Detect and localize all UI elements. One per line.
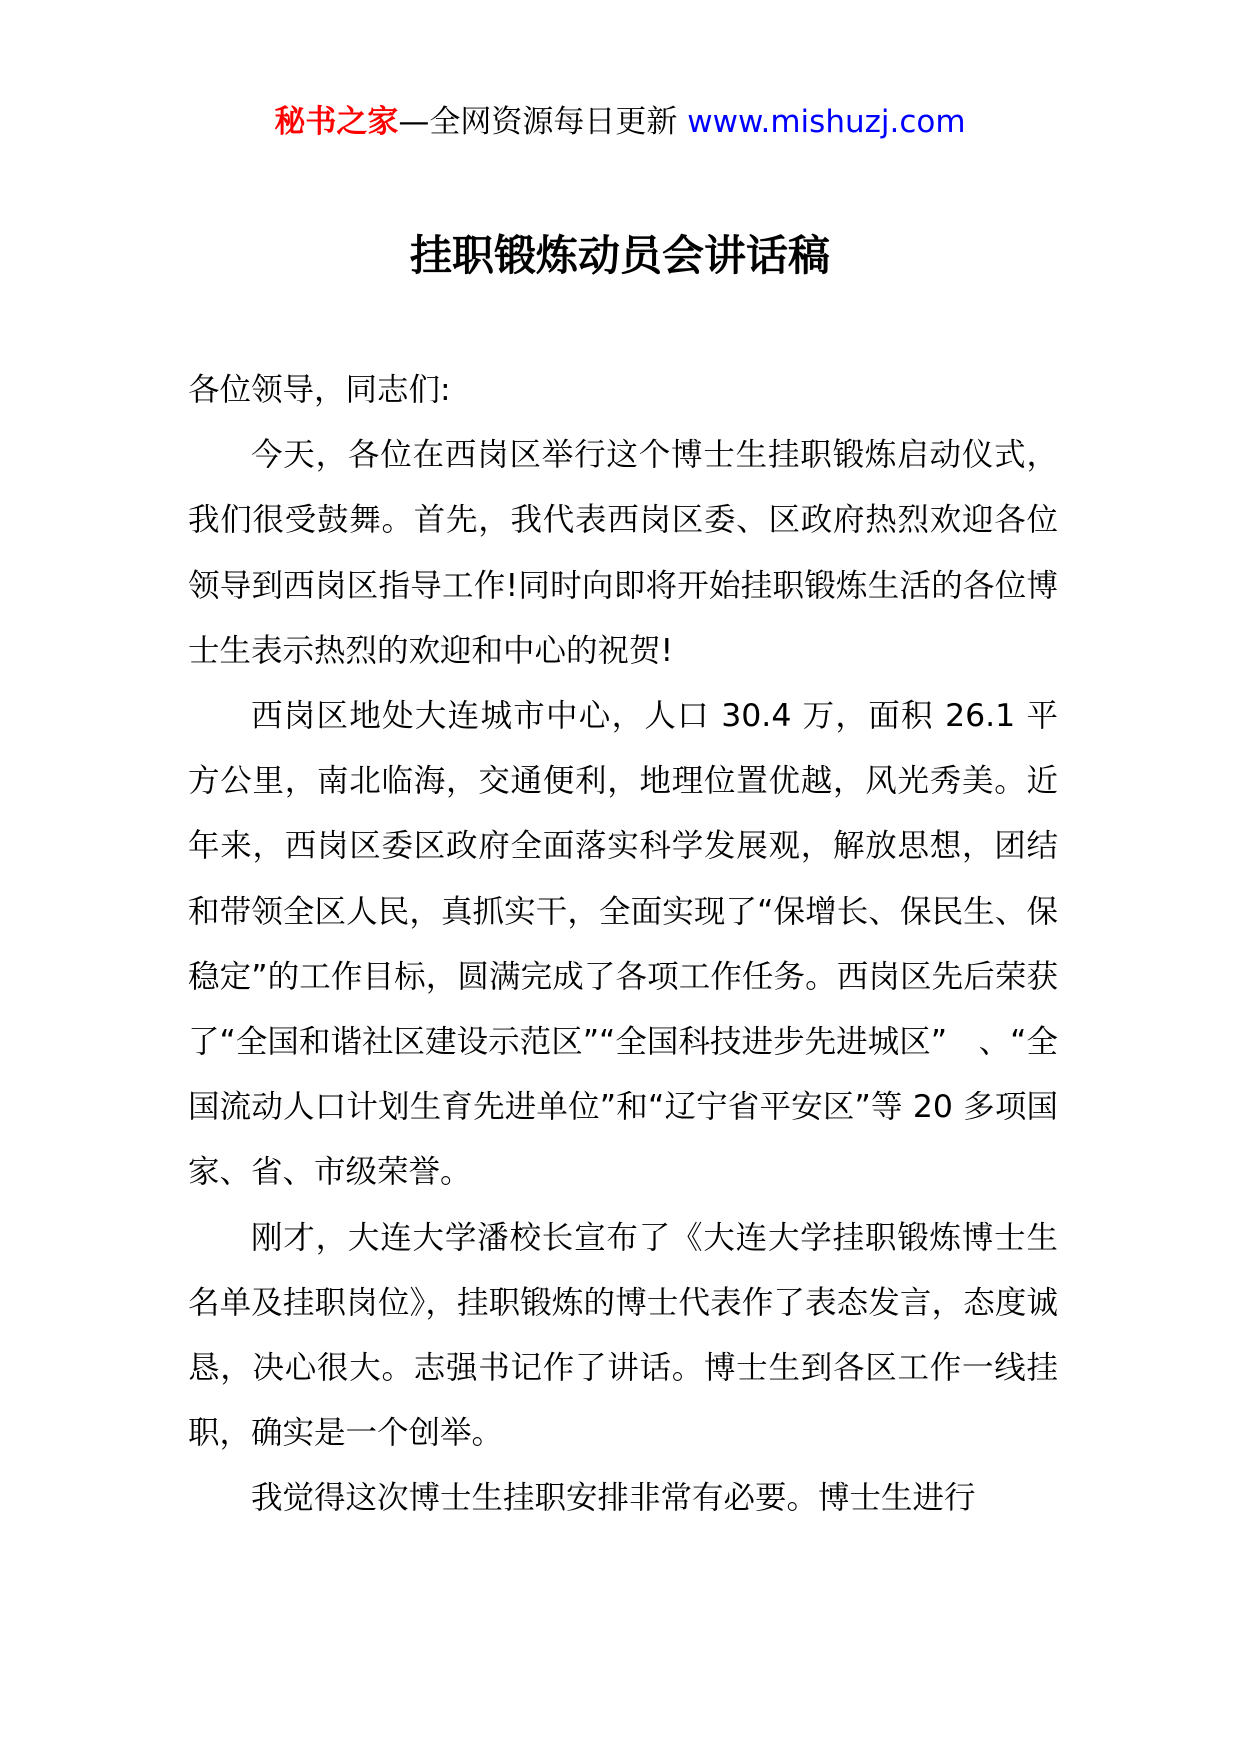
document-title: 挂职锻炼动员会讲话稿 bbox=[409, 231, 830, 280]
body-paragraph: 今天，各位在西岗区举行这个博士生挂职锻炼启动仪式，我们很受鼓舞。首先，我代表西岗区委、区政府热烈欢迎各位领导到西岗区指导工作!同时向即将开始挂职锻炼生活的各位博士生表示热烈的欢迎和中心的祝贺! bbox=[188, 437, 1058, 669]
body-paragraph: 我觉得这次博士生挂职安排非常有必要。博士生进行 bbox=[251, 1480, 976, 1517]
body-paragraph: 刚才，大连大学潘校长宣布了《大连大学挂职锻炼博士生名单及挂职岗位》，挂职锻炼的博士代表作了表态发言，态度诚恳，决心很大。志强书记作了讲话。博士生到各区工作一线挂职，确实是一个创举。 bbox=[188, 1219, 1058, 1452]
document-body bbox=[188, 358, 1058, 1532]
salutation: 各位领导，同志们: bbox=[188, 372, 451, 408]
site-header bbox=[0, 100, 1240, 144]
body-paragraph: 西岗区地处大连城市中心，人口 30.4 万，面积 26.1 平方公里，南北临海，交通便利，地理位置优越，风光秀美。近年来，西岗区委区政府全面落实科学发展观，解放思想，团结和带领全区人民，真抓实干，全面实现了“保增长、保民生、保稳定”的工作目标，圆满完成了各项工作任务。西岗区先后荣获了“全国和谐社区建设示范区”“全国科技进步先进城区” 、“全国流动人口计划生育先进单位”和“辽宁省平安区”等 20 多项国家、省、市级荣誉。 bbox=[188, 698, 1058, 1191]
header-tagline: —全网资源每日更新 bbox=[398, 104, 678, 140]
site-url-link[interactable]: www.mishuzj.com bbox=[687, 104, 966, 140]
brand-name: 秘书之家 bbox=[274, 104, 399, 140]
